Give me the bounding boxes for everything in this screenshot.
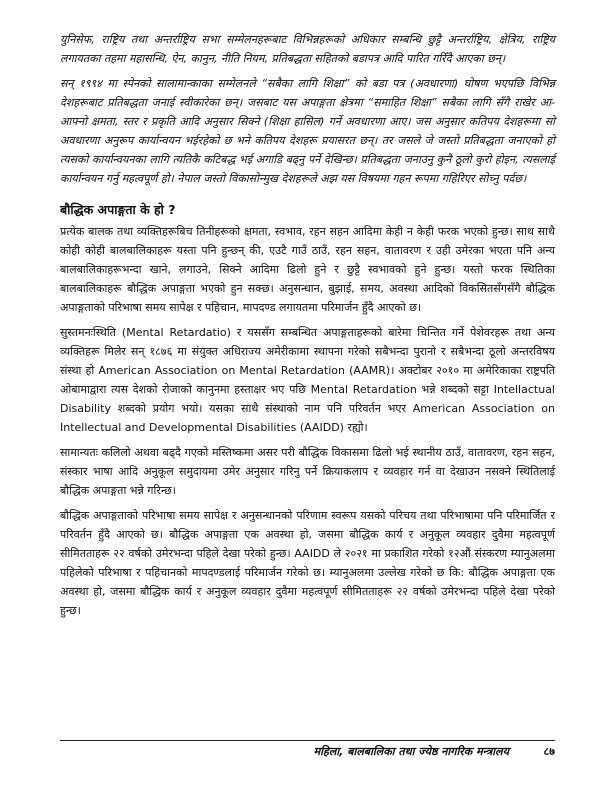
body-paragraph-1: प्रत्येक बालक तथा व्यक्तिहरूबिच तिनीहरूको क्षमता, स्वभाव, रहन सहन आदिमा केही न केही फरक भएको हुन्छ। साथ साथै कोही कोही बालबालिकाहरू यस्ता पनि हुन्छन् की, एउटै गाउँ ठाउँ, रहन सहन, वातावरण र उही उमेरका भएता पनि अन्य बालबालिकाहरूभन्दा खाने, लगाउने, सिक्ने आदिमा ढिलो हुने र छुट्टै स्वभावको हुने हुन्छ। यस्तो फरक स्थितिका बालबालिकाहरू बौद्धिक अपाङ्गता भएको हुन सक्छ। अनुसन्धान, बुझाई, समय, अवस्था आदिको विकसितसँगसँगै बौद्धिक अपाङ्गताको परिभाषा समय सापेक्ष र पहिचान, मापदण्ड लगायतमा परिमार्जन हुँदै आएको छ। [60,225,555,314]
body-paragraph-3: सामान्यतः कलिलो अथवा बढ्दै गएको मस्तिष्कमा असर परी बौद्धिक विकासमा ढिलो भई स्थानीय ठाउँ, वातावरण, रहन सहन, संस्कार भाषा आदि अनुकूल समुदायमा उमेर अनुसार गरिनु पर्ने क्रियाकलाप र व्यवहार गर्न वा देखाउन नसक्ने स्थितिलाई बौद्धिक अपाङ्गता भन्ने गरिन्छ। [60,446,555,497]
section-heading: बौद्धिक अपाङ्गता के हो ? [60,202,176,217]
page-number: ८७ [543,745,555,758]
document-page [60,30,555,626]
footer-ministry-name: महिला, बालबालिका तथा ज्येष्ठ नागरिक मन्त्रालय [313,745,509,758]
intro-paragraph-1: युनिसेफ, राष्ट्रिय तथा अन्तर्राष्ट्रिय सभा सम्मेलनहरूबाट विभिन्नहरूको अधिकार सम्बन्धि छुट्टै अन्तर्राष्ट्रिय, क्षेत्रिय, राष्ट्रिय लगायतका तहमा महासन्धि, ऐन, कानुन, नीति नियम, प्रतिबद्धता सहितको बडापत्र आदि पारित गरिँदै आएका छन्। [60,33,555,65]
intro-paragraph-2: सन् १९९४ मा स्पेनको सालामान्काका सम्मेलनले “सबैका लागि शिक्षा” को बडा पत्र (अवधारणा) घोषण भएपछि विभिन्न देशहरूबाट प्रतिबद्धता जनाई स्वीकारेका छन्। जसबाट यस अपाङ्गता क्षेत्रमा “समाहित शिक्षा” सबैका लागि सँगै राखेर आ-आफ्नो क्षमता, स्तर र प्रकृति आदि अनुसार सिक्ने (शिक्षा हासिल) गर्ने अवधारणा आए। जस अनुसार कतिपय देशहरूमा सो अवधारणा अनुरूप कार्यान्वयन भईरहेको छ भने कतिपय देशहरू प्रयासरत छन्। तर जसले जे जस्तो प्रतिबद्धता जनाएको हो त्यसको कार्यान्वयनका लागि त्यतिकै कटिबद्ध भई अगाडि बढ्नु पर्ने देखिन्छ। प्रतिबद्धता जनाउनु कुनै ठूलो कुरो होइन, त्यसलाई कार्यान्वयन गर्नु महत्वपूर्ण हो। नेपाल जस्तो विकासोन्मुख देशहरूले अझ यस विषयमा गहन रूपमा गहिरिएर सोच्नु पर्दछ। [60,77,555,185]
page-footer [60,740,555,768]
footer-divider [60,740,555,741]
body-paragraph-4: बौद्धिक अपाङ्गताको परिभाषा समय सापेक्ष र अनुसन्धानको परिणाम स्वरूप यसको परिचय तथा परिभाषामा पनि परिमार्जित र परिवर्तन हुँदै आएको छ। बौद्धिक अपाङ्गता एक अवस्था हो, जसमा बौद्धिक कार्य र अनुकूल व्यवहार दुवैमा महत्वपूर्ण सीमितताहरू २२ वर्षको उमेरभन्दा पहिले देखा परेको हुन्छ। AAIDD ले २०२१ मा प्रकाशित गरेको १२औं संस्करण म्यानुअलमा पहिलेको परिभाषा र पहिचानको मापदण्डलाई परिमार्जन गरेको छ। म्यानुअलमा उल्लेख गरेको छ कि: बौद्धिक अपाङ्गता एक अवस्था हो, जसमा बौद्धिक कार्य र अनुकूल व्यवहार दुवैमा महत्वपूर्ण सीमितताहरू २२ वर्षको उमेरभन्दा पहिले देखा परेको हुन्छ। [60,509,555,617]
body-paragraph-2: सुस्तमनःस्थिति (Mental Retardatio) र यससँग सम्बन्धित अपाङ्गताहरूको बारेमा चिन्तित गर्ने पेशेवरहरू तथा अन्य व्यक्तिहरू मिलेर सन् १८७६ मा संयुक्त अधिराज्य अमेरीकामा स्थापना गरेको सबैभन्दा पुरानो र सबैभन्दा ठूलो अन्तरविषय संस्था हो American Association on Mental Retardation (AAMR)। अक्टोबर २०१० मा अमेरिकाका राष्ट्रपति ओबामाद्वारा त्यस देशको रोजाको कानुनमा हस्ताक्षर भए पछि Mental Retardation भन्ने शब्दको सट्टा Intellactual Disability शब्दको प्रयोग भयो। यसका साथै संस्थाको नाम पनि परिवर्तन भएर American Association on Intellectual and Developmental Disabilities (AAIDD) रह्यो। [60,326,555,434]
